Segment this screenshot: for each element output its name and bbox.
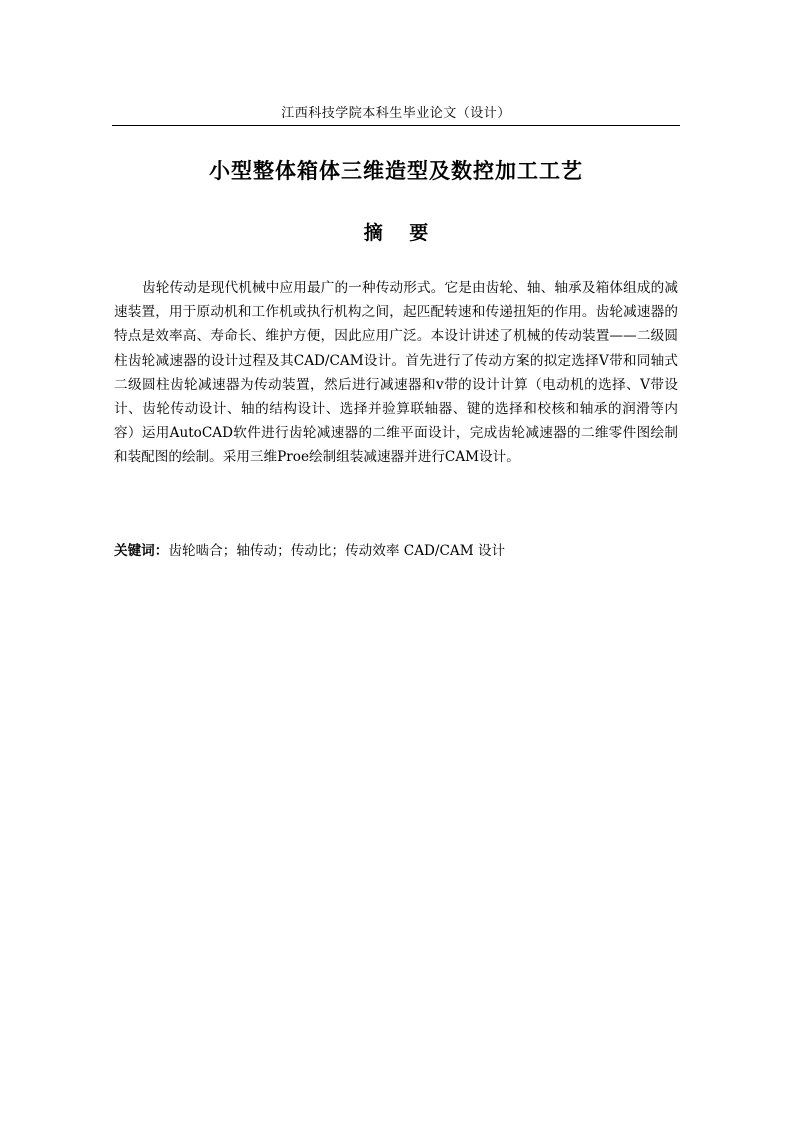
header-divider [112, 125, 680, 126]
running-header: 江西科技学院本科生毕业论文（设计） [281, 106, 511, 121]
keywords-text: 齿轮啮合；轴传动；传动比；传动效率 CAD/CAM 设计 [168, 543, 506, 559]
keywords-line [114, 539, 678, 563]
abstract-heading: 摘 要 [363, 222, 439, 244]
keywords-label: 关键词： [114, 543, 169, 559]
thesis-title: 小型整体箱体三维造型及数控加工工艺 [209, 159, 583, 183]
abstract-body: 齿轮传动是现代机械中应用最广的一种传动形式。它是由齿轮、轴、轴承及箱体组成的减速装置，用于原动机和工作机或执行机构之间，起匹配转速和传递扭矩的作用。齿轮减速器的特点是效率高、寿命长、维护方便，因此应用广泛。本设计讲述了机械的传动装置——二级圆柱齿轮减速器的设计过程及其CAD/CAM设计。首先进行了传动方案的拟定选择V带和同轴式二级圆柱齿轮减速器为传动装置，然后进行减速器和v带的设计计算（电动机的选择、V带设计、齿轮传动设计、轴的结构设计、选择并验算联轴器、键的选择和校核和轴承的润滑等内容）运用AutoCAD软件进行齿轮减速器的二维平面设计，完成齿轮减速器的二维零件图绘制和装配图的绘制。采用三维Proe绘制组装减速器并进行CAM设计。 [114, 280, 678, 466]
